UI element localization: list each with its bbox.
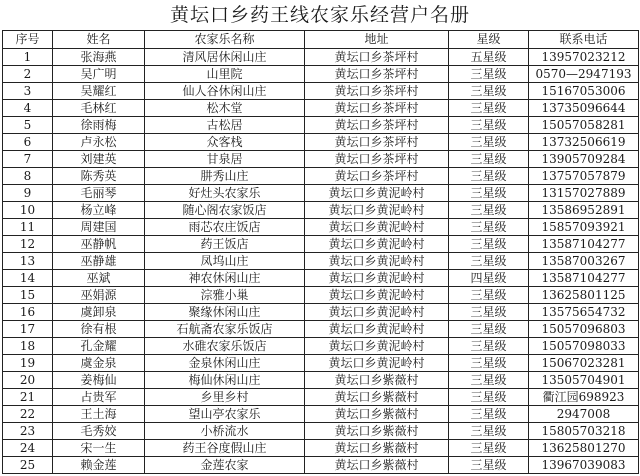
phone-cell: 13625801270: [529, 440, 639, 457]
farmhouse-name-cell: 望山亭农家乐: [145, 406, 305, 423]
index-cell: 11: [3, 219, 53, 236]
farmhouse-name-cell: 乡里乡村: [145, 389, 305, 406]
farmhouse-name-cell: 清风居休闲山庄: [145, 49, 305, 66]
index-cell: 19: [3, 355, 53, 372]
table-row: [3, 287, 639, 304]
star-rating-cell: 三星级: [449, 202, 529, 219]
farmhouse-name-cell: 山里院: [145, 66, 305, 83]
table-row: [3, 321, 639, 338]
farmhouse-name-cell: 随心阁农家饭店: [145, 202, 305, 219]
star-rating-cell: 三星级: [449, 406, 529, 423]
table-header: [3, 31, 639, 49]
index-cell: 9: [3, 185, 53, 202]
index-cell: 18: [3, 338, 53, 355]
table-row: [3, 185, 639, 202]
table-row: [3, 304, 639, 321]
star-rating-cell: 四星级: [449, 270, 529, 287]
owner-name-cell: 虞卸泉: [53, 304, 145, 321]
phone-cell: 13505704901: [529, 372, 639, 389]
farmhouse-name-cell: 药王谷度假山庄: [145, 440, 305, 457]
owner-name-cell: 吴耀红: [53, 83, 145, 100]
index-cell: 4: [3, 100, 53, 117]
index-cell: 20: [3, 372, 53, 389]
star-rating-cell: 三星级: [449, 185, 529, 202]
farmhouse-name-cell: 神农休闲山庄: [145, 270, 305, 287]
index-cell: 13: [3, 253, 53, 270]
star-rating-cell: 三星级: [449, 304, 529, 321]
farmhouse-name-cell: 聚缘休闲山庄: [145, 304, 305, 321]
table-row: [3, 49, 639, 66]
page-title: 黄坛口乡药王线农家乐经营户名册: [169, 4, 470, 26]
phone-cell: 15057098033: [529, 338, 639, 355]
address-column-header: 地址: [305, 31, 449, 49]
phone-cell: 15805703218: [529, 423, 639, 440]
table-row: [3, 83, 639, 100]
star-rating-cell: 三星级: [449, 423, 529, 440]
phone-cell: 13587104277: [529, 270, 639, 287]
star-rating-cell: 三星级: [449, 355, 529, 372]
index-cell: 8: [3, 168, 53, 185]
star-rating-cell: 三星级: [449, 457, 529, 474]
table-row: [3, 440, 639, 457]
address-cell: 黄坛口乡黄泥岭村: [305, 253, 449, 270]
farmhouse-name-cell: 松木堂: [145, 100, 305, 117]
star-rating-cell: 三星级: [449, 236, 529, 253]
address-cell: 黄坛口乡茶坪村: [305, 168, 449, 185]
star-rating-cell: 三星级: [449, 100, 529, 117]
farmhouse-name-cell: 小桥流水: [145, 423, 305, 440]
table-row: [3, 355, 639, 372]
owner-name-cell: 陈秀英: [53, 168, 145, 185]
owner-name-cell: 刘建英: [53, 151, 145, 168]
table-row: [3, 406, 639, 423]
star-rating-cell: 三星级: [449, 440, 529, 457]
index-cell: 17: [3, 321, 53, 338]
phone-cell: 13575654732: [529, 304, 639, 321]
index-cell: 24: [3, 440, 53, 457]
star-rating-cell: 三星级: [449, 117, 529, 134]
phone-cell: 13735096644: [529, 100, 639, 117]
owner-name-cell: 巫静帆: [53, 236, 145, 253]
farmhouse-name-cell: 石航斋农家乐饭店: [145, 321, 305, 338]
address-cell: 黄坛口乡紫薇村: [305, 440, 449, 457]
owner-name-cell: 卢永松: [53, 134, 145, 151]
table-row: [3, 253, 639, 270]
table-row: [3, 270, 639, 287]
owner-name-cell: 巫娟源: [53, 287, 145, 304]
index-cell: 10: [3, 202, 53, 219]
phone-cell: 2947008: [529, 406, 639, 423]
star-rating-cell: 三星级: [449, 168, 529, 185]
table-row: [3, 219, 639, 236]
index-cell: 16: [3, 304, 53, 321]
phone-cell: 13586952891: [529, 202, 639, 219]
index-cell: 5: [3, 117, 53, 134]
header-row: [3, 31, 639, 49]
phone-cell: 13905709284: [529, 151, 639, 168]
address-cell: 黄坛口乡黄泥岭村: [305, 236, 449, 253]
address-cell: 黄坛口乡黄泥岭村: [305, 304, 449, 321]
phone-cell: 13625801125: [529, 287, 639, 304]
owner-name-cell: 巫静雄: [53, 253, 145, 270]
table-row: [3, 372, 639, 389]
farmhouse-name-cell: 药王饭店: [145, 236, 305, 253]
index-cell: 21: [3, 389, 53, 406]
phone-cell: 15067023281: [529, 355, 639, 372]
address-cell: 黄坛口乡黄泥岭村: [305, 287, 449, 304]
star-rating-cell: 五星级: [449, 49, 529, 66]
phone-cell: 13732506619: [529, 134, 639, 151]
table-row: [3, 423, 639, 440]
star-rating-cell: 三星级: [449, 83, 529, 100]
index-cell: 6: [3, 134, 53, 151]
star-rating-cell: 三星级: [449, 151, 529, 168]
farmhouse-name-cell: 仙人谷休闲山庄: [145, 83, 305, 100]
address-cell: 黄坛口乡茶坪村: [305, 83, 449, 100]
table-row: [3, 100, 639, 117]
owner-name-cell: 张海燕: [53, 49, 145, 66]
phone-cell: 13967039083: [529, 457, 639, 474]
owner-name-cell: 徐雨梅: [53, 117, 145, 134]
owner-name-cell: 毛秀姣: [53, 423, 145, 440]
index-cell: 22: [3, 406, 53, 423]
table-row: [3, 168, 639, 185]
farmhouse-name-cell: 淙雅小巢: [145, 287, 305, 304]
table-row: [3, 134, 639, 151]
phone-cell: 13757057879: [529, 168, 639, 185]
farmhouse-name-cell: 金莲农家: [145, 457, 305, 474]
phone-cell: 13157027889: [529, 185, 639, 202]
address-cell: 黄坛口乡黄泥岭村: [305, 202, 449, 219]
table-body: [3, 49, 639, 474]
phone-column-header: 联系电话: [529, 31, 639, 49]
index-cell: 15: [3, 287, 53, 304]
index-cell: 7: [3, 151, 53, 168]
index-cell: 25: [3, 457, 53, 474]
phone-cell: 15057096803: [529, 321, 639, 338]
table-row: [3, 338, 639, 355]
star-rating-cell: 三星级: [449, 134, 529, 151]
farmhouse-name-cell: 凤坞山庄: [145, 253, 305, 270]
owner-name-cell: 杨立峰: [53, 202, 145, 219]
farmhouse-name-cell: 众客栈: [145, 134, 305, 151]
star-rating-cell: 三星级: [449, 372, 529, 389]
index-column-header: 序号: [3, 31, 53, 49]
star-rating-column-header: 星级: [449, 31, 529, 49]
address-cell: 黄坛口乡茶坪村: [305, 151, 449, 168]
farmhouse-name-cell: 梅仙休闲山庄: [145, 372, 305, 389]
table-row: [3, 66, 639, 83]
star-rating-cell: 三星级: [449, 389, 529, 406]
farmhouse-name-cell: 雨芯农庄饭店: [145, 219, 305, 236]
star-rating-cell: 三星级: [449, 338, 529, 355]
address-cell: 黄坛口乡茶坪村: [305, 117, 449, 134]
index-cell: 12: [3, 236, 53, 253]
phone-cell: 15167053006: [529, 83, 639, 100]
phone-cell: 衢江园698923: [529, 389, 639, 406]
farmhouse-name-cell: 金泉休闲山庄: [145, 355, 305, 372]
farmhouse-name-cell: 好灶头农家乐: [145, 185, 305, 202]
phone-cell: 13957023212: [529, 49, 639, 66]
index-cell: 14: [3, 270, 53, 287]
phone-cell: 15057058281: [529, 117, 639, 134]
phone-cell: 0570—2947193: [529, 66, 639, 83]
address-cell: 黄坛口乡茶坪村: [305, 66, 449, 83]
star-rating-cell: 三星级: [449, 253, 529, 270]
index-cell: 23: [3, 423, 53, 440]
farmhouse-name-cell: 甘泉居: [145, 151, 305, 168]
address-cell: 黄坛口乡茶坪村: [305, 100, 449, 117]
phone-cell: 13587104277: [529, 236, 639, 253]
star-rating-cell: 三星级: [449, 287, 529, 304]
address-cell: 黄坛口乡紫薇村: [305, 423, 449, 440]
owner-name-cell: 徐有根: [53, 321, 145, 338]
owner-name-cell: 吴广明: [53, 66, 145, 83]
star-rating-cell: 三星级: [449, 219, 529, 236]
farmhouse-name-cell: 水碓农家乐饭店: [145, 338, 305, 355]
address-cell: 黄坛口乡紫薇村: [305, 372, 449, 389]
owner-name-cell: 虞金泉: [53, 355, 145, 372]
address-cell: 黄坛口乡紫薇村: [305, 389, 449, 406]
table-row: [3, 389, 639, 406]
owner-name-cell: 赖金莲: [53, 457, 145, 474]
address-cell: 黄坛口乡黄泥岭村: [305, 338, 449, 355]
address-cell: 黄坛口乡紫薇村: [305, 457, 449, 474]
address-cell: 黄坛口乡黄泥岭村: [305, 219, 449, 236]
index-cell: 3: [3, 83, 53, 100]
address-cell: 黄坛口乡紫薇村: [305, 406, 449, 423]
owner-name-cell: 毛丽琴: [53, 185, 145, 202]
address-cell: 黄坛口乡黄泥岭村: [305, 321, 449, 338]
star-rating-cell: 三星级: [449, 66, 529, 83]
farmhouse-name-cell: 古松居: [145, 117, 305, 134]
table-row: [3, 117, 639, 134]
owner-name-cell: 姜梅仙: [53, 372, 145, 389]
owner-name-cell: 毛林红: [53, 100, 145, 117]
phone-cell: 15857093921: [529, 219, 639, 236]
address-cell: 黄坛口乡茶坪村: [305, 49, 449, 66]
owner-name-cell: 占贵军: [53, 389, 145, 406]
owner-name-cell: 王土海: [53, 406, 145, 423]
table-row: [3, 202, 639, 219]
table-row: [3, 151, 639, 168]
index-cell: 2: [3, 66, 53, 83]
owner-name-cell: 孔金耀: [53, 338, 145, 355]
table-row: [3, 457, 639, 474]
farmhouse-name-column-header: 农家乐名称: [145, 31, 305, 49]
owner-name-cell: 周建国: [53, 219, 145, 236]
address-cell: 黄坛口乡黄泥岭村: [305, 185, 449, 202]
farmhouse-roster-table: [2, 30, 639, 474]
owner-name-cell: 宋一生: [53, 440, 145, 457]
table-row: [3, 236, 639, 253]
index-cell: 1: [3, 49, 53, 66]
star-rating-cell: 三星级: [449, 321, 529, 338]
address-cell: 黄坛口乡茶坪村: [305, 134, 449, 151]
owner-name-cell: 巫斌: [53, 270, 145, 287]
phone-cell: 13587003267: [529, 253, 639, 270]
address-cell: 黄坛口乡黄泥岭村: [305, 270, 449, 287]
name-column-header: 姓名: [53, 31, 145, 49]
farmhouse-name-cell: 肼秀山庄: [145, 168, 305, 185]
address-cell: 黄坛口乡黄泥岭村: [305, 355, 449, 372]
